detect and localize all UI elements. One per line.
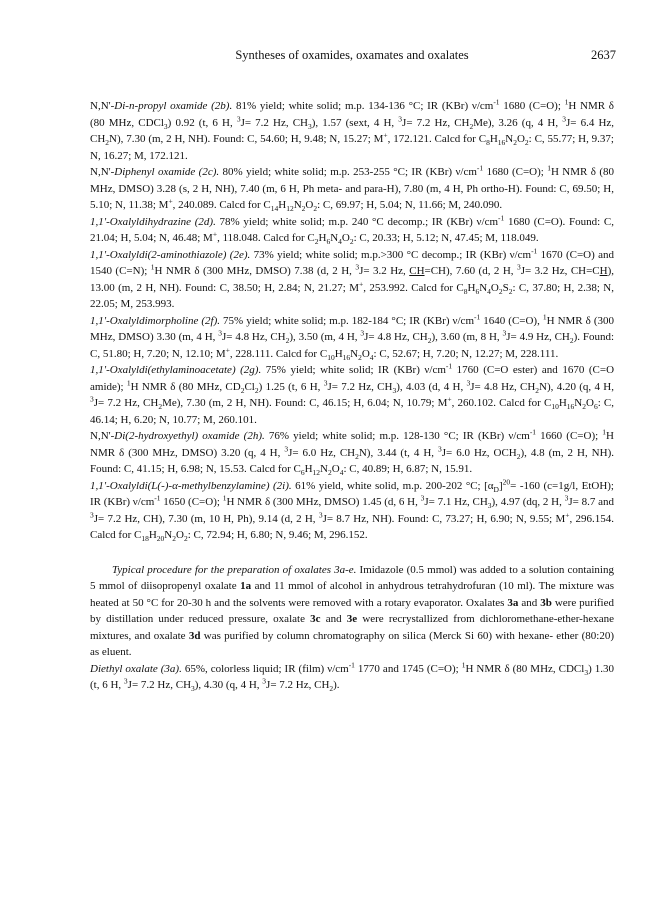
text-run: H: [467, 281, 476, 294]
text-run: : C, 52.67; H, 7.20; N, 12.27; M, 228.111.: [373, 347, 559, 360]
subscript: 2: [240, 385, 245, 395]
text-run: and: [518, 596, 541, 609]
superscript: 3: [218, 328, 222, 338]
entry-name: Diethyl oxalate (3a).: [90, 662, 182, 675]
text-run: H: [489, 133, 498, 145]
superscript: 1: [542, 311, 547, 321]
subscript: 2: [285, 336, 290, 346]
running-title: Syntheses of oxamides, oxamates and oxalates: [235, 48, 469, 62]
final-entry: [90, 661, 614, 694]
subscript: 6: [593, 402, 598, 412]
text-run: Me), 3.26 (q, 4 H,: [473, 116, 563, 129]
entry-prefix: N,N'-: [90, 430, 115, 442]
text-run: H NMR δ (80 MHz, CD: [130, 380, 241, 393]
text-run: H NMR δ (80 MHz, CDCl: [465, 662, 585, 675]
text-run: ), 4.97 (dq, 2 H,: [491, 496, 565, 508]
text-run: : C, 69.97; H, 5.04; N, 11.66; M, 240.090.: [317, 199, 503, 211]
superscript: 3: [562, 113, 566, 123]
text-run: , 172.121. Calcd for C: [387, 133, 487, 145]
procedure-text: [90, 564, 614, 659]
subscript: 3: [392, 385, 397, 395]
superscript: 3: [516, 262, 521, 272]
subscript: 2: [301, 204, 306, 214]
text-run: H: [278, 199, 287, 211]
subscript: 4: [487, 286, 491, 296]
compound-ref: 3e: [346, 613, 358, 625]
compound-ref: 3b: [540, 596, 552, 609]
entry-name: 1,1'-Oxalyldi(ethylaminoacetate) (2g).: [90, 364, 262, 376]
subscript: 4: [339, 468, 344, 478]
entry-prefix: N,N'-: [90, 100, 115, 112]
text-run: ), 4.8 (m, 2 H, NH). Found: C, 41.15; H, 6.98; N, 15.53. Calcd for C: [90, 446, 614, 475]
subscript: 2: [313, 204, 318, 214]
text-run: H NMR δ (300 MHz, DMSO) 7.38 (d, 2 H,: [154, 265, 356, 277]
text-run: were purified by distillation under reduced pressure, oxalate: [90, 596, 614, 625]
text-run: 1680 (C=O);: [499, 100, 565, 112]
text-run: H NMR δ (80 MHz, CDCl: [90, 100, 614, 129]
text-run: J= 7.2 Hz, CH: [402, 116, 470, 129]
page-header: [88, 48, 616, 66]
superscript: +: [168, 196, 173, 206]
subscript: D: [493, 484, 499, 494]
superscript: 1: [150, 262, 155, 272]
subscript: 2: [427, 336, 432, 346]
superscript: 3: [355, 262, 360, 272]
text-run: 1650 (C=O);: [160, 496, 223, 508]
text-run: 73% yield; white solid; m.p.>300 °C decomp.; IR (KBr) ν/cm: [250, 248, 532, 261]
superscript: 1: [461, 659, 466, 669]
text-run: N: [479, 281, 488, 294]
text-run: ), 13.00 (m, 2 H, NH). Found: C, 38.50; H, 2.84; N, 21.27; M: [90, 265, 615, 294]
procedure-title: Typical procedure for the preparation of oxalates 3a-e.: [112, 563, 357, 576]
subscript: 2: [349, 237, 354, 247]
entry-name: 1,1'-Oxalyldihydrazine (2d).: [90, 215, 216, 228]
subscript: 2: [328, 468, 332, 478]
superscript: +: [225, 344, 230, 354]
subscript: 3: [163, 121, 168, 131]
superscript: 1: [564, 97, 569, 107]
subscript: 20: [156, 534, 165, 544]
text-run: ) 0.92 (t, 6 H,: [167, 116, 237, 129]
text-run: ]: [498, 479, 503, 492]
superscript: +: [565, 509, 570, 519]
subscript: 8: [463, 286, 468, 296]
text-run: 81% yield; white solid; m.p. 134-136 °C; IR (KBr) ν/cm: [232, 100, 494, 112]
text-run: H NMR δ (300 MHz, DMSO) 1.45 (d, 6 H,: [226, 496, 421, 508]
superscript: 3: [438, 443, 442, 453]
text-run: 76% yield; white solid; m.p. 128-130 °C; IR (KBr) ν/cm: [264, 430, 530, 442]
superscript: 3: [90, 509, 94, 519]
subscript: 14: [270, 204, 279, 214]
entry-name: 1,1'-Oxalyldi(2-aminothiazole) (2e).: [90, 248, 251, 261]
text-run: ), 1.57 (sext, 4 H,: [311, 116, 399, 129]
text-run: H: [148, 529, 157, 541]
superscript: 3: [318, 509, 323, 519]
text-run: J= 7.2 Hz, CH), 7.30 (m, 10 H, Ph), 9.14 (d, 2 H,: [93, 512, 319, 525]
subscript: 2: [158, 402, 163, 412]
underlined-text: H: [599, 265, 608, 277]
text-run: J= 8.7 Hz, NH). Found: C, 73.27; H, 6.90; N, 9.55; M: [322, 512, 566, 525]
text-run: J= 4.8 Hz, CH: [364, 331, 428, 343]
page-number: 2637: [591, 48, 616, 62]
superscript: 3: [123, 676, 128, 686]
superscript: 3: [502, 328, 507, 338]
text-run: : C, 72.94; H, 6.80; N, 9.46; M, 296.152.: [187, 529, 368, 541]
superscript: 1: [222, 493, 227, 503]
superscript: 3: [360, 328, 365, 338]
entry-name: Di(2-hydroxyethyl) oxamide (2h).: [114, 430, 265, 442]
superscript: -1: [154, 493, 161, 503]
text-run: J= 7.2 Hz, CH: [93, 397, 159, 409]
text-run: O: [361, 347, 370, 360]
subscript: 2: [513, 138, 517, 148]
text-run: : C, 37.80; H, 2.38; N, 22.05; M, 253.993.: [90, 281, 614, 310]
entry-name: 1,1'-Oxalyldimorpholine (2f).: [90, 314, 221, 327]
superscript: +: [358, 278, 364, 288]
subscript: 6: [300, 468, 305, 478]
text-run: , 118.048. Calcd for C: [217, 232, 315, 244]
text-run: 1640 (C=O),: [480, 314, 543, 327]
text-run: O: [585, 397, 594, 409]
superscript: 3: [564, 493, 569, 503]
subscript: 12: [312, 468, 321, 478]
text-run: 75% yield; white solid; IR (KBr) ν/cm: [261, 364, 446, 376]
text-run: 80% yield; white solid; m.p. 253-255 °C; IR (KBr) ν/cm: [219, 166, 477, 178]
text-run: 1770 and 1745 (C=O);: [354, 662, 462, 675]
subscript: 10: [551, 402, 559, 412]
superscript: 3: [398, 113, 403, 123]
superscript: -1: [348, 659, 355, 669]
superscript: -1: [531, 245, 538, 255]
text-run: : C, 46.14; H, 6.20; N, 10.77; M, 260.101.: [90, 397, 614, 426]
text-run: H: [304, 463, 313, 475]
entry-name: Di-n-propyl oxamide (2b).: [114, 100, 233, 112]
text-run: S: [502, 281, 509, 294]
text-run: ), 3.50 (m, 4 H,: [289, 331, 361, 343]
superscript: 20: [502, 476, 511, 486]
superscript: +: [212, 229, 218, 239]
text-run: O: [305, 199, 314, 211]
superscript: -1: [476, 163, 484, 173]
text-run: Me), 7.30 (m, 2 H, NH). Found: C, 46.15; H, 6.04; N, 10.79; M: [162, 397, 448, 409]
subscript: 3: [584, 667, 589, 677]
subscript: 4: [338, 237, 342, 247]
text-run: J= 4.8 Hz, CH: [222, 331, 286, 343]
text-run: ), 3.60 (m, 8 H,: [431, 331, 503, 343]
text-run: = -160 (c=1g/l, EtOH); IR (KBr) ν/cm: [90, 479, 614, 508]
text-run: H NMR δ (300 MHz, DMSO) 3.30 (m, 4 H,: [90, 314, 614, 343]
text-run: ) 1.30 (t, 6 H,: [90, 662, 614, 691]
subscript: 2: [569, 336, 574, 346]
subscript: 16: [566, 402, 575, 412]
subscript: 2: [183, 534, 188, 544]
subscript: 8: [486, 138, 490, 148]
text-run: N: [505, 133, 514, 145]
text-run: 65%, colorless liquid; IR (film) ν/cm: [181, 662, 349, 675]
subscript: 4: [369, 352, 374, 362]
text-run: J= 6.4 Hz, CH: [90, 116, 615, 145]
underlined-text: CH: [409, 265, 425, 277]
text-run: 1680 (C=O);: [483, 166, 548, 178]
superscript: 1: [602, 427, 607, 437]
text-run: J= 7.2 Hz, CH: [327, 380, 393, 393]
superscript: -1: [493, 97, 500, 107]
text-run: ).: [333, 679, 340, 691]
compound-ref: 3a: [507, 596, 519, 609]
superscript: +: [447, 394, 452, 404]
text-run: N: [164, 529, 173, 541]
text-run: 78% yield; white solid; m.p. 240 °C decomp.; IR (KBr) ν/cm: [215, 215, 499, 228]
text-run: J= 7.2 Hz, CH: [240, 116, 308, 129]
subscript: 3: [308, 121, 312, 131]
text-run: 75% yield; white solid; m.p. 182-184 °C; IR (KBr) ν/cm: [220, 314, 474, 327]
text-run: were recrystallized from dichloromethane-ether-hexane mixtures, and oxalate: [90, 613, 614, 642]
subscript: 2: [508, 286, 513, 296]
text-run: J= 6.0 Hz, OCH: [441, 446, 517, 459]
compound-ref: 3c: [310, 613, 321, 625]
text-run: N: [320, 463, 328, 475]
compound-ref: 3d: [188, 629, 201, 642]
superscript: -1: [529, 427, 537, 437]
text-run: 1670 (C=O) and 1540 (C=N);: [90, 248, 615, 277]
compound-entry: [90, 164, 614, 214]
superscript: 3: [420, 493, 425, 503]
text-run: Imidazole (0.5 mmol) was added to a solution containing 5 mmol of diisopropenyl oxalate: [90, 563, 614, 592]
text-run: H: [334, 347, 343, 360]
text-run: N: [293, 199, 302, 211]
text-run: , 228.111. Calcd for C: [229, 347, 328, 360]
subscript: 2: [254, 385, 259, 395]
superscript: 3: [284, 443, 289, 453]
subscript: 2: [524, 138, 529, 148]
compound-entry: [90, 428, 614, 478]
compound-entries: [90, 98, 614, 544]
text-run: N), 7.30 (m, 2 H, NH). Found: C, 54.60; H, 9.48; N, 15.27; M: [109, 133, 384, 145]
text-run: , 240.089. Calcd for C: [172, 199, 271, 211]
text-run: H NMR δ (300 MHz, DMSO) 3.20 (q, 4 H,: [90, 430, 614, 459]
text-run: H NMR δ (80 MHz, DMSO) 3.28 (s, 2 H, NH), 7.40 (m, 6 H, Ph meta- and para-H), 7.80 (m, 4 H, Ph ortho-H). Found: C, 69.50; H, 5.10; N, 11.38; M: [90, 166, 614, 211]
superscript: 3: [262, 676, 267, 686]
subscript: 2: [582, 402, 586, 412]
subscript: 6: [326, 237, 331, 247]
text-run: N: [330, 232, 339, 244]
subscript: 18: [141, 534, 149, 544]
text-run: N: [350, 347, 359, 360]
text-run: 1660 (C=O);: [536, 430, 603, 442]
subscript: 2: [498, 286, 503, 296]
text-run: , 253.992. Calcd for C: [363, 281, 464, 294]
text-run: ) 1.25 (t, 6 H,: [258, 380, 324, 393]
text-run: , 296.154. Calcd for C: [90, 512, 614, 541]
text-run: 61% yield, white solid, m.p. 200-202 °C; [α: [291, 479, 494, 492]
text-run: ), 4.03 (d, 4 H,: [396, 380, 467, 393]
compound-entry: [90, 214, 614, 247]
text-run: H: [318, 232, 327, 244]
subscript: 10: [327, 352, 335, 362]
compound-entry: [90, 98, 614, 164]
subscript: 2: [329, 684, 334, 694]
text-run: ). Found: C, 51.80; H, 7.20; N, 12.10; M: [90, 331, 615, 360]
text-run: : C, 20.33; H, 5.12; N, 47.45; M, 118.049.: [353, 232, 539, 244]
compound-entry: [90, 478, 614, 544]
subscript: 2: [535, 385, 540, 395]
text-run: N), 3.44 (t, 4 H,: [358, 446, 439, 459]
subscript: 16: [342, 352, 351, 362]
text-run: : C, 55.77; H, 9.37; N, 16.27; M, 172.121.: [90, 133, 614, 162]
text-run: Cl: [244, 380, 255, 393]
text-run: H: [558, 397, 567, 409]
superscript: 1: [126, 377, 131, 387]
text-run: J= 3.2 Hz,: [359, 265, 410, 277]
compound-entry: [90, 247, 614, 313]
subscript: 6: [475, 286, 480, 296]
text-run: and 11 mmol of alcohol in anhydrous tetrahydrofuran (10 ml). The mixture was heated at 50 °C for 20-30 h and the solvents were removed with a rotary evaporator. Oxalates: [90, 580, 614, 609]
superscript: -1: [474, 311, 481, 321]
procedure-paragraph: [90, 562, 614, 661]
text-run: ), 4.30 (q, 4 H,: [194, 679, 263, 691]
text-run: =CH), 7.60 (d, 2 H,: [424, 265, 517, 277]
superscript: -1: [498, 212, 505, 222]
text-run: O: [516, 133, 525, 145]
body-text: [90, 98, 614, 694]
text-run: O: [331, 463, 340, 475]
text-run: : C, 40.89; H, 6.87; N, 15.91.: [343, 463, 473, 475]
entry-name: 1,1'-Oxalyldi(L(-)-α-methylbenzylamine) (2i).: [90, 479, 292, 492]
subscript: 3: [191, 684, 195, 694]
subscript: 2: [172, 534, 176, 544]
text-run: O: [175, 529, 184, 541]
subscript: 2: [314, 237, 319, 247]
text-run: , 260.102. Calcd for C: [451, 397, 552, 409]
entry-name: Diphenyl oxamide (2c).: [114, 166, 220, 178]
text-run: J= 7.1 Hz, CH: [424, 496, 488, 508]
superscript: 3: [323, 377, 328, 387]
compound-entry: [90, 362, 614, 428]
subscript: 2: [105, 138, 110, 148]
text-run: J= 4.9 Hz, CH: [506, 331, 570, 343]
text-run: and: [320, 613, 347, 625]
subscript: 3: [487, 501, 492, 511]
superscript: +: [383, 130, 388, 140]
text-run: O: [341, 232, 350, 244]
compound-entry: [90, 313, 614, 363]
entry-prefix: N,N'-: [90, 166, 115, 178]
text-run: J= 7.2 Hz, CH: [266, 679, 330, 691]
superscript: 3: [466, 377, 471, 387]
text-run: J= 7.2 Hz, CH: [127, 679, 192, 691]
text-run: N), 4.20 (q, 4 H,: [539, 380, 614, 393]
subscript: 16: [497, 138, 506, 148]
text-run: N: [574, 397, 583, 409]
subscript: 2: [355, 451, 359, 461]
compound-ref: 1a: [240, 580, 252, 592]
text-run: J= 3.2 Hz, CH=C: [520, 265, 600, 277]
subscript: 2: [358, 352, 362, 362]
text-run: J= 8.7 and: [568, 496, 615, 508]
subscript: 2: [469, 121, 474, 131]
superscript: 1: [547, 163, 551, 173]
text-run: J= 4.8 Hz, CH: [470, 380, 536, 393]
text-run: was purified by column chromatography on silica (Merck Si 60) with hexane- ether (80:20) as eluent.: [90, 629, 614, 658]
superscript: 3: [90, 394, 94, 404]
superscript: 3: [236, 113, 241, 123]
subscript: 2: [516, 451, 521, 461]
text-run: 1760 (C=O ester) and 1670 (C=O amide);: [90, 364, 615, 393]
text-run: 1680 (C=O). Found: C, 21.04; H, 5.04; N, 46.48; M: [90, 215, 614, 244]
text-run: O: [490, 281, 499, 294]
text-run: J= 6.0 Hz, CH: [288, 446, 356, 459]
subscript: 12: [286, 204, 294, 214]
superscript: -1: [445, 361, 453, 371]
